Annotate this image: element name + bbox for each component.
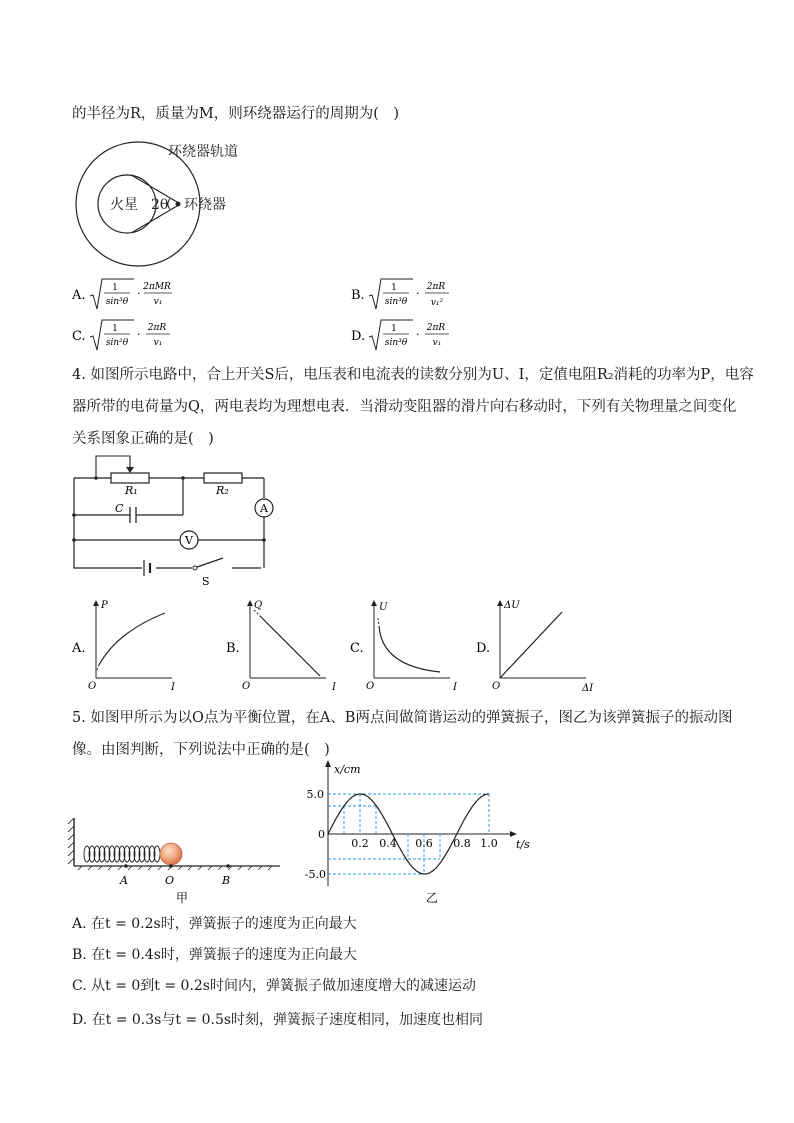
svg-text:2πMR: 2πMR (143, 282, 171, 292)
q5-spring-figure (68, 812, 288, 912)
svg-text:O: O (88, 681, 97, 692)
svg-text:I: I (171, 682, 175, 693)
oscillator-ball (160, 843, 182, 865)
orbiter-dot (176, 202, 181, 207)
switch-label: S (202, 575, 210, 588)
svg-text:U: U (379, 602, 388, 613)
svg-text:O: O (492, 681, 501, 692)
svg-text:sin³θ: sin³θ (384, 297, 408, 307)
resistor-r2 (204, 473, 242, 483)
svg-text:2πR: 2πR (426, 282, 446, 292)
q5-option-c[interactable]: C. 从t = 0到t = 0.2s时间内，弹簧振子做加速度增大的减速运动 (72, 978, 476, 994)
ytick-neg: -5.0 (304, 868, 326, 881)
svg-text:C.: C. (350, 641, 364, 656)
q5-vibration-graph (290, 756, 540, 908)
svg-text:sin³θ: sin³θ (105, 297, 129, 307)
q3-option-d[interactable] (351, 317, 471, 357)
svg-text:ΔU: ΔU (504, 600, 520, 611)
q5-option-b[interactable]: B. 在t = 0.4s时，弹簧振子的速度为正向最大 (72, 947, 357, 963)
origin-label: 0 (318, 828, 325, 841)
label-r2: R₂ (216, 484, 229, 497)
q5-line-2: 像。由图判断，下列说法中正确的是( ) (72, 742, 330, 758)
xtick-1-0: 1.0 (480, 837, 498, 850)
caption-jia: 甲 (176, 891, 189, 905)
option-letter: A. (72, 288, 86, 303)
svg-text:A.: A. (72, 641, 86, 656)
q4-line-3: 关系图象正确的是( ) (72, 431, 214, 447)
q3-orbit-figure (70, 140, 260, 270)
q3-option-a[interactable] (72, 276, 192, 316)
q3-stem-tail: 的半径为R，质量为M，则环绕器运行的周期为( ) (72, 106, 400, 122)
svg-text:P: P (101, 600, 108, 611)
xtick-0-4: 0.4 (379, 837, 397, 850)
svg-text:sin²θ: sin²θ (105, 338, 129, 348)
q4-circuit-diagram (66, 448, 286, 588)
svg-text:v₁: v₁ (432, 338, 442, 348)
point-b: B (222, 874, 231, 887)
q4-graph-c[interactable] (350, 598, 470, 697)
svg-text:1: 1 (391, 283, 397, 293)
point-a: A (120, 874, 128, 887)
svg-text:sin³θ: sin³θ (384, 338, 408, 348)
y-label: x/cm (334, 763, 361, 776)
ammeter-label: A (260, 502, 268, 515)
x-label: t/s (516, 838, 530, 851)
svg-text:Q: Q (254, 600, 263, 611)
svg-text:I: I (332, 682, 336, 693)
orbit-circle (76, 142, 200, 266)
q3-option-c[interactable] (72, 317, 192, 357)
svg-text:·: · (416, 287, 420, 300)
angle-label: 2θ (151, 197, 169, 213)
svg-text:ΔI: ΔI (582, 683, 594, 693)
svg-text:2πR: 2πR (147, 323, 167, 333)
svg-text:D.: D. (476, 641, 491, 656)
svg-text:1: 1 (112, 283, 118, 293)
svg-text:1: 1 (112, 324, 118, 334)
xtick-0-8: 0.8 (453, 837, 471, 850)
q3-option-b[interactable] (351, 276, 471, 316)
rheostat-r1 (111, 473, 149, 483)
q4-graph-d[interactable] (476, 598, 606, 697)
orbiter-label: 环绕器 (184, 197, 226, 213)
svg-text:B.: B. (226, 641, 240, 656)
q4-graph-a[interactable] (72, 598, 192, 697)
svg-text:2πR: 2πR (426, 323, 446, 333)
svg-text:D.: D. (351, 329, 366, 344)
mars-label: 火星 (110, 197, 138, 213)
svg-text:B.: B. (351, 288, 365, 303)
label-c: C (115, 502, 124, 515)
point-o: O (165, 874, 175, 887)
svg-text:·: · (137, 328, 141, 341)
caption-yi: 乙 (426, 891, 439, 905)
svg-text:v₁: v₁ (153, 297, 163, 307)
svg-text:O: O (366, 681, 375, 692)
q5-option-d[interactable]: D. 在t = 0.3s与t = 0.5s时刻，弹簧振子速度相同，加速度也相同 (72, 1012, 484, 1028)
svg-text:I: I (453, 682, 457, 693)
spring (84, 846, 160, 862)
orbit-label: 环绕器轨道 (168, 144, 238, 160)
q4-line-2: 器所带的电荷量为Q，两电表均为理想电表．当滑动变阻器的滑片向右移动时，下列有关物理量之间变化 (72, 399, 737, 415)
q5-option-a[interactable]: A. 在t = 0.2s时，弹簧振子的速度为正向最大 (72, 916, 357, 932)
q5-line-1: 5. 如图甲所示为以O点为平衡位置，在A、B两点间做简谐运动的弹簧振子，图乙为该弹簧振子的振动图 (72, 710, 733, 726)
voltmeter-label: V (185, 534, 193, 547)
q4-line-1: 4. 如图所示电路中，合上开关S后，电压表和电流表的读数分别为U、I，定值电阻R₂消耗的功率为P，电容 (72, 367, 754, 383)
svg-text:·: · (416, 328, 420, 341)
xtick-0-6: 0.6 (415, 837, 433, 850)
label-r1: R₁ (125, 484, 138, 497)
xtick-0-2: 0.2 (351, 837, 369, 850)
svg-text:v₁: v₁ (153, 338, 163, 348)
svg-text:v₁²: v₁² (430, 298, 444, 308)
svg-text:1: 1 (391, 324, 397, 334)
svg-text:O: O (242, 681, 251, 692)
svg-text:·: · (137, 287, 141, 300)
ytick-pos: 5.0 (306, 788, 324, 801)
q4-graph-b[interactable] (226, 598, 346, 697)
svg-text:C.: C. (72, 329, 86, 344)
